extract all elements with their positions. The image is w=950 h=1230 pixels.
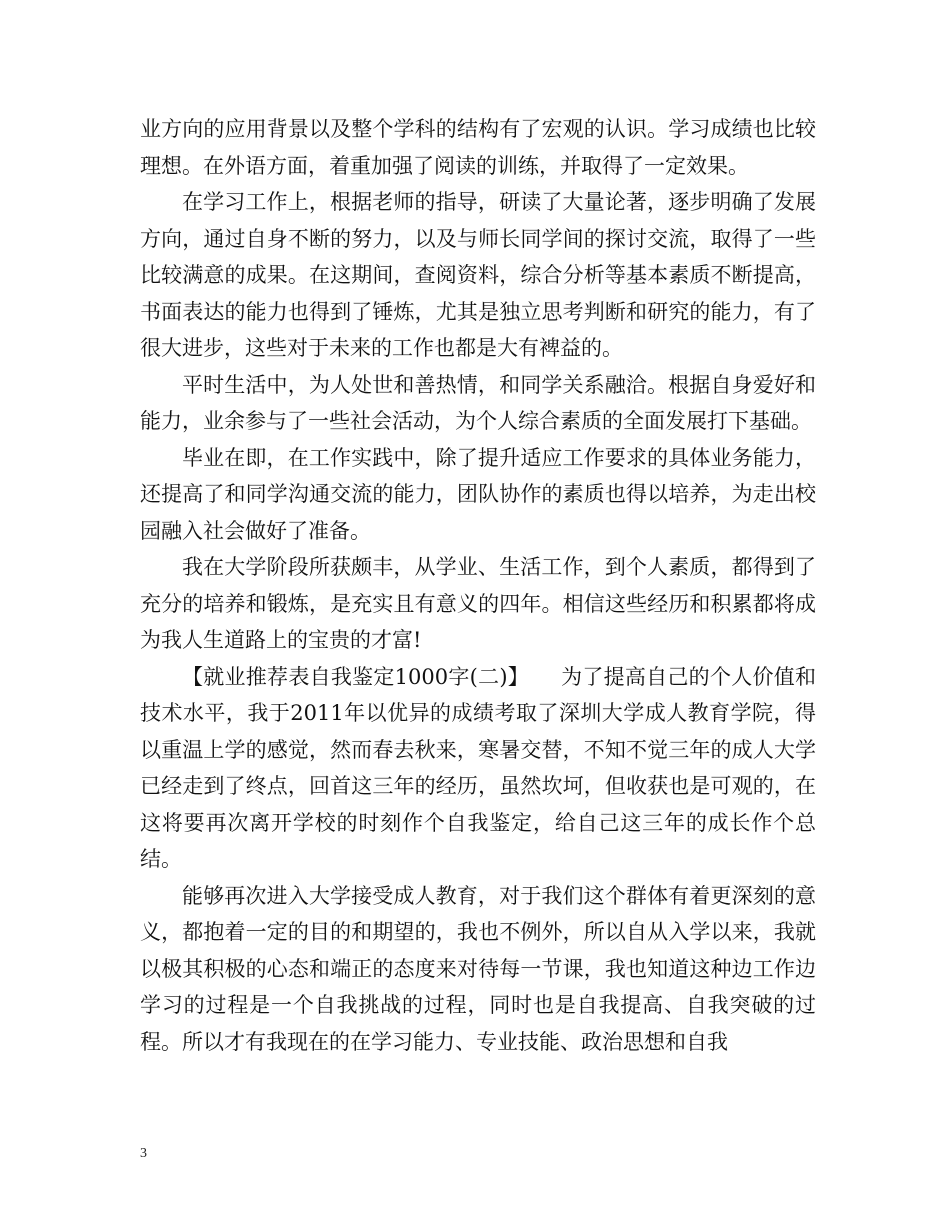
document-body — [140, 111, 816, 1060]
paragraph-1: 业方向的应用背景以及整个学科的结构有了宏观的认识。学习成绩也比较理想。在外语方面，着重加强了阅读的训练，并取得了一定效果。 — [140, 117, 816, 178]
paragraph-6: 【就业推荐表自我鉴定1000字(二)】 为了提高自己的个人价值和技术水平，我于2011年以优异的成绩考取了深圳大学成人教育学院，得以重温上学的感觉，然而春去秋来，寒暑交替，不知不觉三年的成人大学已经走到了终点，回首这三年的经历，虽然坎坷，但收获也是可观的，在这将要再次离开学校的时刻作个自我鉴定，给自己这三年的成长作个总结。 — [140, 664, 816, 871]
paragraph-4: 毕业在即，在工作实践中，除了提升适应工作要求的具体业务能力，还提高了和同学沟通交流的能力，团队协作的素质也得以培养，为走出校园融入社会做好了准备。 — [140, 445, 816, 543]
paragraph-3: 平时生活中，为人处世和善热情，和同学关系融洽。根据自身爱好和能力，业余参与了一些社会活动，为个人综合素质的全面发展打下基础。 — [140, 372, 816, 433]
page-number: 3 — [140, 1146, 147, 1161]
paragraph-7: 能够再次进入大学接受成人教育，对于我们这个群体有着更深刻的意义，都抱着一定的目的和期望的，我也不例外，所以自从入学以来，我就以极其积极的心态和端正的态度来对待每一节课，我也知道这种边工作边学习的过程是一个自我挑战的过程，同时也是自我提高、自我突破的过程。所以才有我现在的在学习能力、专业技能、政治思想和自我 — [140, 883, 816, 1054]
paragraph-5: 我在大学阶段所获颇丰，从学业、生活工作，到个人素质，都得到了充分的培养和锻炼，是充实且有意义的四年。相信这些经历和积累都将成为我人生道路上的宝贵的才富! — [140, 555, 816, 652]
paragraph-2: 在学习工作上，根据老师的指导，研读了大量论著，逐步明确了发展方向，通过自身不断的努力，以及与师长同学间的探讨交流，取得了一些比较满意的成果。在这期间，查阅资料，综合分析等基本素质不断提高，书面表达的能力也得到了锤炼，尤其是独立思考判断和研究的能力，有了很大进步，这些对于未来的工作也都是大有裨益的。 — [140, 190, 816, 360]
